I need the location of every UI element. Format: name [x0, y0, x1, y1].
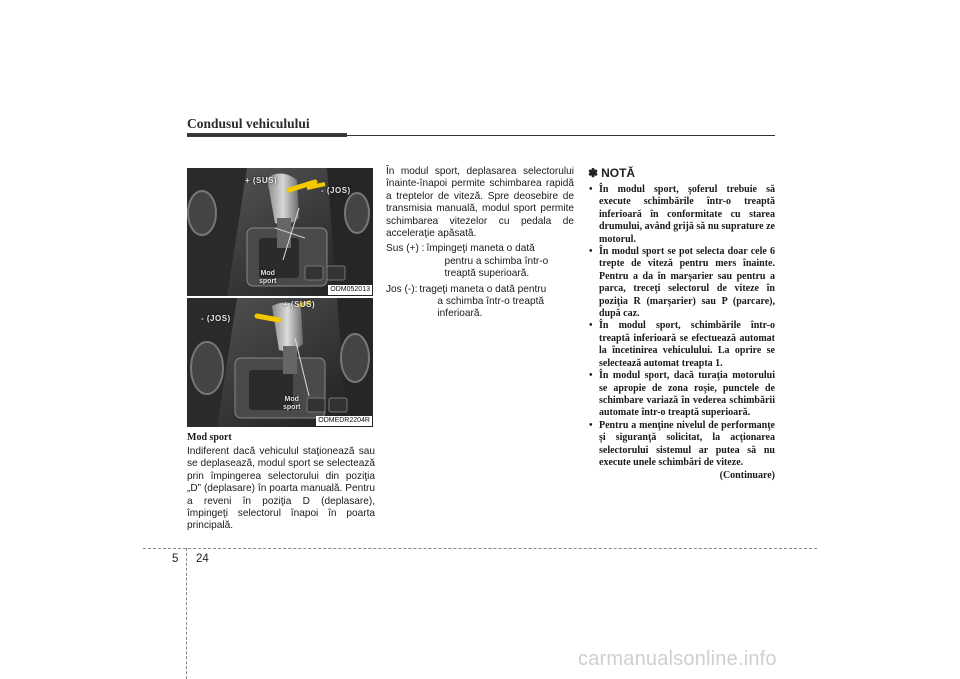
- shift-up-label: + (SUS): [283, 300, 316, 309]
- section-body: Indiferent dacă vehiculul staţionează sau se deplasează, modul sport se selectează prin împingerea selectorului din poziţia „D” (deplasare) în poarta manuală. Pentru a reveni în poziţia D (deplasare), împingeţi selectorul înapoi în poarta principală.: [187, 446, 375, 532]
- continuation-label: (Continuare): [719, 470, 775, 482]
- intro-paragraph: În modul sport, deplasarea selectorului înainte-înapoi permite schimbarea rapidă a treptelor de viteză. Spre deosebire de transmisia manuală, modul sport permite schimbarea vitezelor cu pedala de acceleraţie apăsată.: [386, 166, 574, 240]
- footer-divider-vertical: [186, 548, 187, 679]
- definition-shift-up: [386, 243, 574, 280]
- note-item: • În modul sport, dacă turaţia motorului se apropie de zona roşie, punctele de schimbare variază în vederea schimbării automate într-o treaptă superioară.: [589, 370, 775, 419]
- definition-text: trageţi maneta o dată pentru: [419, 283, 547, 295]
- note-item: • În modul sport se pot selecta doar cele 6 trepte de viteză pentru mers înainte. Pentru a da în marşarier sau pentru a parca, treceţi selectorul de viteze în poziţia R (marşarier) sau P (parcare), după caz.: [589, 246, 775, 320]
- page-number: 24: [196, 553, 209, 565]
- shift-down-label: - (JOS): [321, 186, 351, 195]
- footer-divider: [143, 548, 817, 549]
- chapter-number: 5: [172, 553, 179, 565]
- chapter-title: Condusul vehiculului: [187, 116, 310, 131]
- shift-down-label: - (JOS): [201, 314, 231, 323]
- note-box: [588, 166, 775, 481]
- definition-text-cont: a schimba într-o treaptă inferioară.: [437, 296, 545, 320]
- definition-text-cont: pentru a schimba într-o treaptă superioară.: [444, 255, 549, 280]
- note-item: • În modul sport, şoferul trebuie să execute schimbările într-o treaptă inferioară în conformitate cu starea drumului, având grijă să nu suprature ze motorul.: [589, 184, 775, 245]
- definition-term: Jos (-):: [386, 283, 418, 295]
- figure-code: ODMEDR2204R: [318, 417, 370, 424]
- gear-selector-photo-b: [187, 298, 373, 427]
- asterisk-icon: ✽: [588, 166, 599, 180]
- note-item: • Pentru a menţine nivelul de performanţe şi siguranţă solicitat, la acţionarea selectorului sistemul ar putea să nu execute unele schimbări de viteze.: [589, 419, 775, 468]
- definition-text: împingeţi maneta o dată: [426, 243, 535, 255]
- note-item: • În modul sport, schimbările într-o treaptă inferioară se efectuează automat la încetinirea vehiculului. La oprire se selectează automat treapta 1.: [589, 320, 775, 369]
- section-heading: Mod sport: [187, 432, 232, 443]
- header-rule: [187, 135, 775, 136]
- definition-term: Sus (+) :: [386, 243, 425, 255]
- gear-selector-photo-a: [187, 168, 373, 296]
- sport-mode-section: [187, 432, 375, 533]
- shift-instructions: [386, 166, 574, 321]
- sport-mode-label: Mod sport: [259, 270, 277, 285]
- definition-shift-down: [386, 284, 574, 321]
- shift-up-label: + (SUS): [245, 176, 278, 185]
- watermark: carmanualsonline.info: [578, 648, 777, 670]
- figure-code: ODM052013: [330, 286, 370, 293]
- note-list: [588, 184, 775, 469]
- sport-mode-label: Mod sport: [283, 396, 301, 411]
- note-heading: ✽ NOTĂ: [588, 166, 636, 180]
